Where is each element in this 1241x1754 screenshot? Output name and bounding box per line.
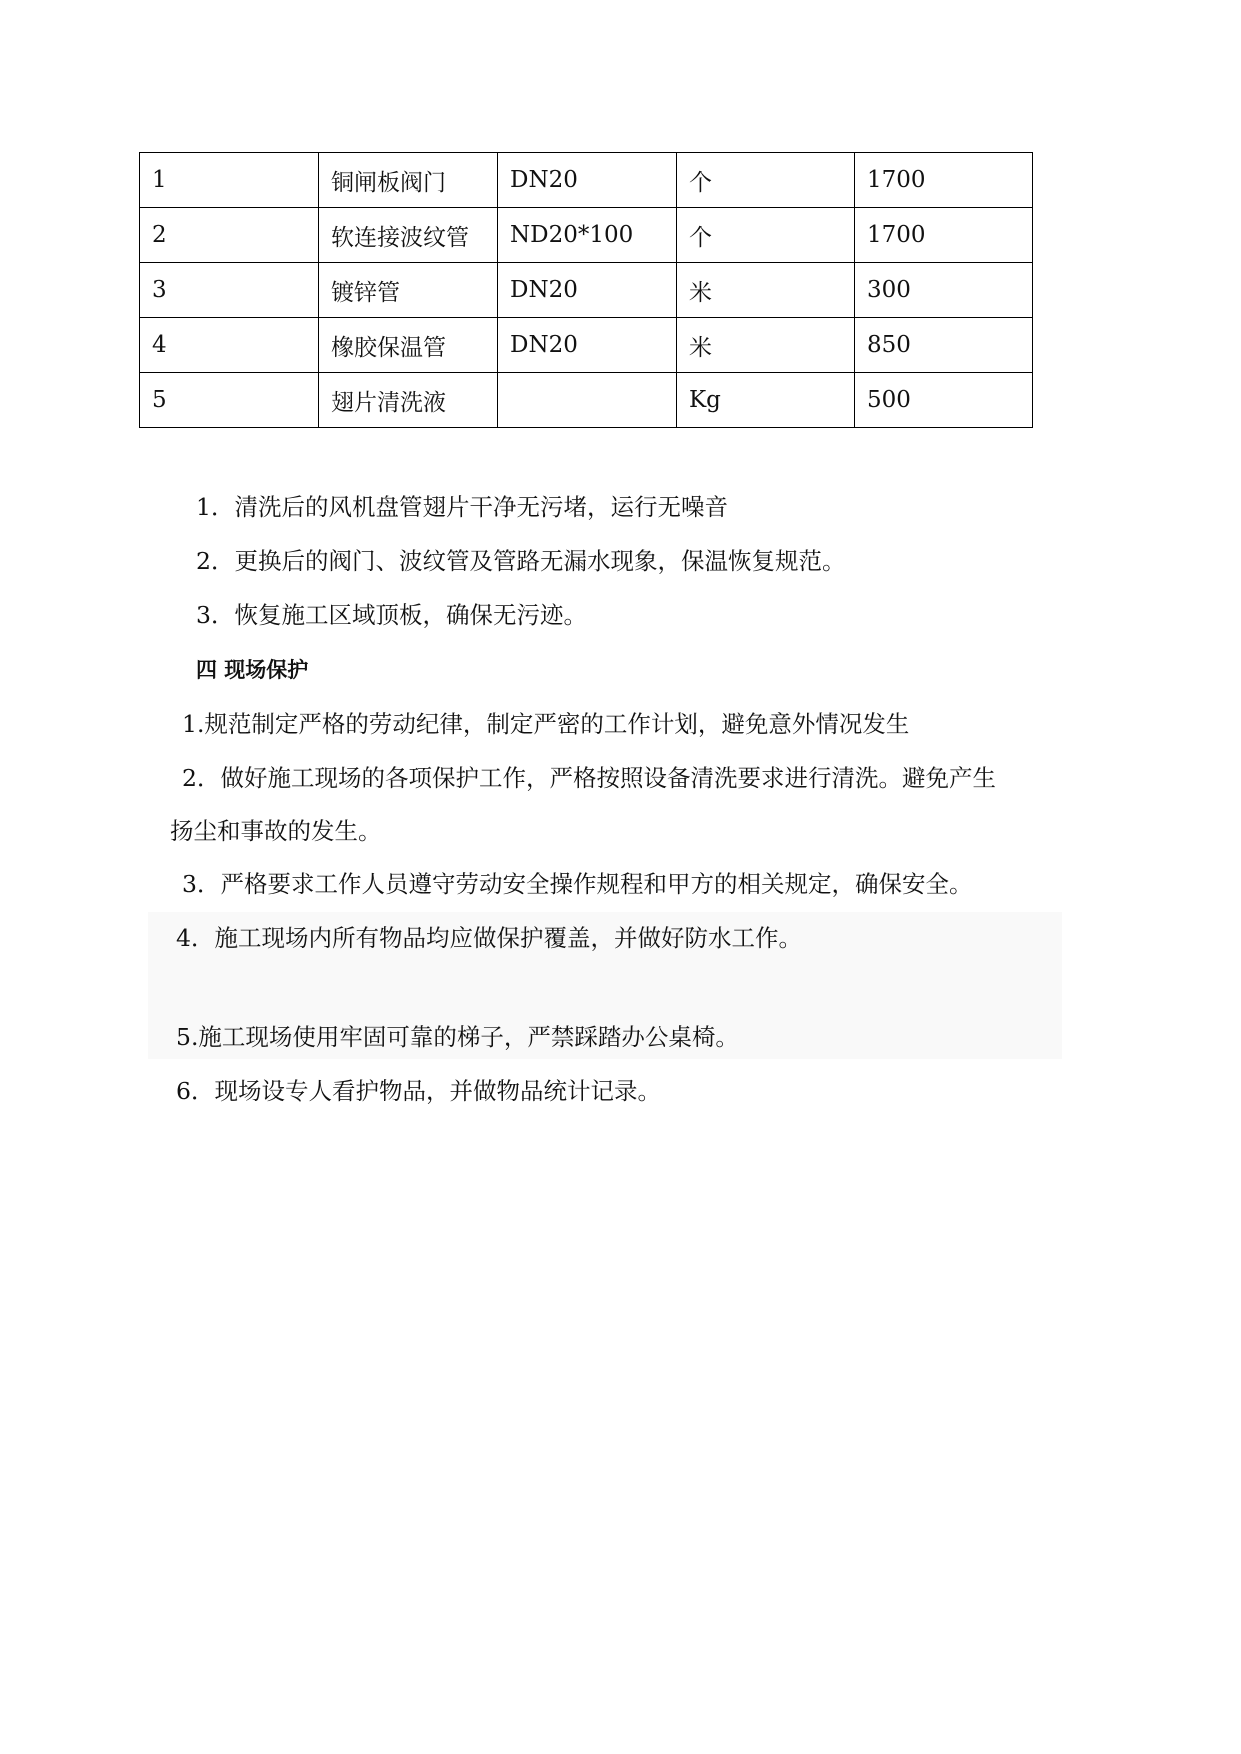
table-cell-qty: 1700 — [855, 153, 1033, 208]
table-cell-unit: 个 — [677, 153, 855, 208]
table-row — [140, 208, 1033, 263]
table-cell-index: 1 — [140, 153, 319, 208]
acceptance-item-1: 1．清洗后的风机盘管翅片干净无污堵，运行无噪音 — [196, 493, 728, 521]
table-cell-unit: 米 — [677, 263, 855, 318]
protection-item-5: 5.施工现场使用牢固可靠的梯子，严禁踩踏办公桌椅。 — [176, 1023, 739, 1051]
table-cell-qty: 500 — [855, 373, 1033, 428]
protection-item-3: 3．严格要求工作人员遵守劳动安全操作规程和甲方的相关规定，确保安全。 — [182, 870, 973, 898]
table-row — [140, 373, 1033, 428]
table-cell-item: 铜闸板阀门 — [319, 153, 498, 208]
table-cell-item: 镀锌管 — [319, 263, 498, 318]
table-row — [140, 318, 1033, 373]
table-cell-qty: 300 — [855, 263, 1033, 318]
protection-item-2-continued: 扬尘和事故的发生。 — [170, 817, 382, 845]
materials-table — [139, 152, 1033, 428]
table-cell-index: 3 — [140, 263, 319, 318]
protection-item-2: 2．做好施工现场的各项保护工作，严格按照设备清洗要求进行清洗。避免产生 — [182, 764, 996, 792]
table-cell-index: 5 — [140, 373, 319, 428]
table-cell-spec: ND20*100 — [498, 208, 677, 263]
table-cell-unit: 个 — [677, 208, 855, 263]
table-cell-spec — [498, 373, 677, 428]
table-cell-qty: 850 — [855, 318, 1033, 373]
protection-item-4: 4．施工现场内所有物品均应做保护覆盖，并做好防水工作。 — [176, 924, 802, 952]
table-row — [140, 153, 1033, 208]
table-cell-unit: 米 — [677, 318, 855, 373]
table-cell-index: 4 — [140, 318, 319, 373]
table-cell-index: 2 — [140, 208, 319, 263]
protection-item-6: 6．现场设专人看护物品，并做物品统计记录。 — [176, 1077, 661, 1105]
table-cell-item: 软连接波纹管 — [319, 208, 498, 263]
table-cell-unit: Kg — [677, 373, 855, 428]
table-cell-item: 橡胶保温管 — [319, 318, 498, 373]
section-heading: 四 现场保护 — [196, 658, 309, 682]
protection-item-1: 1.规范制定严格的劳动纪律，制定严密的工作计划，避免意外情况发生 — [182, 710, 910, 738]
table-cell-spec: DN20 — [498, 263, 677, 318]
table-cell-spec: DN20 — [498, 318, 677, 373]
table-cell-item: 翅片清洗液 — [319, 373, 498, 428]
table-cell-qty: 1700 — [855, 208, 1033, 263]
table-cell-spec: DN20 — [498, 153, 677, 208]
acceptance-item-3: 3．恢复施工区域顶板，确保无污迹。 — [196, 601, 587, 629]
table-row — [140, 263, 1033, 318]
acceptance-item-2: 2．更换后的阀门、波纹管及管路无漏水现象，保温恢复规范。 — [196, 547, 846, 575]
